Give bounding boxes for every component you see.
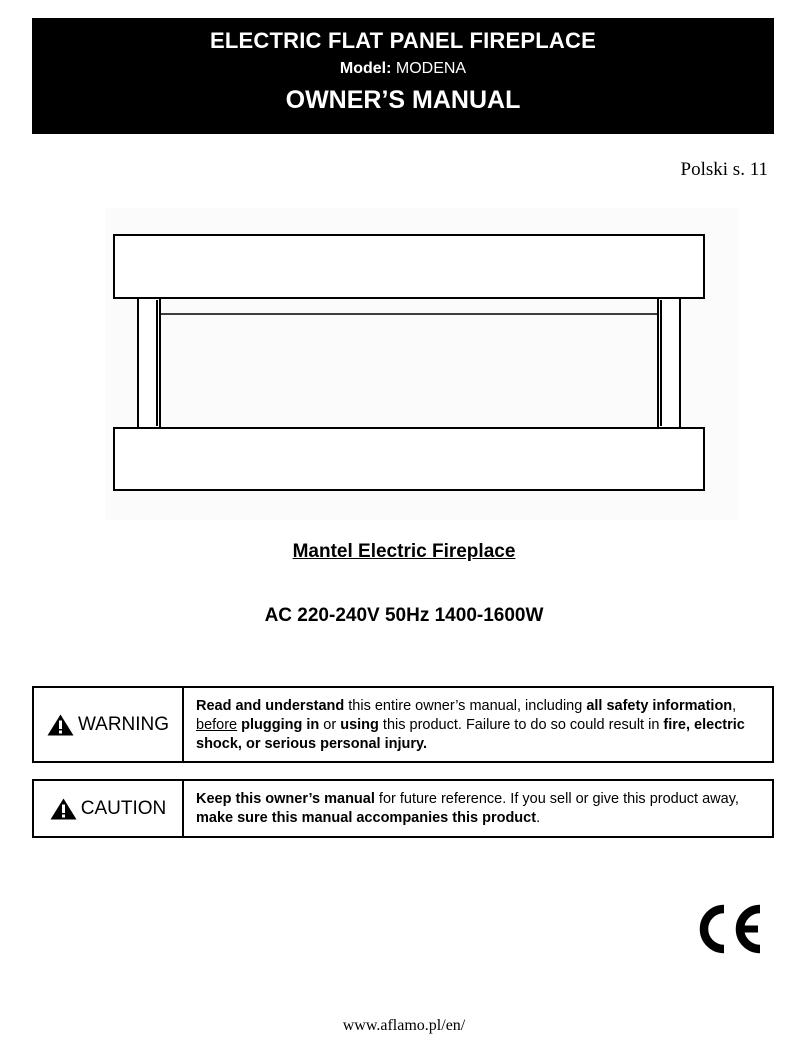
caution-label-cell — [34, 781, 184, 836]
warning-label: WARNING — [77, 713, 170, 735]
caution-text: Keep this owner’s manual for future reference. If you sell or give this product away, make sure this manual accompanies this product. — [196, 791, 739, 826]
fireplace-illustration — [105, 208, 739, 520]
language-note: Polski s. 11 — [680, 159, 768, 180]
manual-title: OWNER’S MANUAL — [285, 86, 521, 114]
warning-label-cell — [34, 688, 184, 761]
warning-triangle-icon — [50, 798, 77, 820]
warning-triangle-icon — [47, 714, 74, 736]
warning-text: Read and understand this entire owner’s manual, including all safety information, before plugging in or using this product. Failure to do so could result in fire, electric shock, or serious personal injury. — [196, 698, 745, 752]
product-subtitle: Mantel Electric Fireplace — [292, 541, 516, 562]
model-line — [32, 60, 774, 78]
ce-mark-logo — [694, 903, 764, 955]
caution-label: CAUTION — [80, 797, 167, 819]
document-title: ELECTRIC FLAT PANEL FIREPLACE — [210, 28, 596, 53]
mantel-top-shelf — [114, 235, 704, 298]
power-rating: AC 220-240V 50Hz 1400-1600W — [264, 605, 544, 626]
warning-box — [32, 686, 774, 763]
caution-box — [32, 779, 774, 838]
mantel-base — [114, 428, 704, 490]
model-label: Model: — [339, 60, 392, 77]
header-banner — [32, 18, 774, 134]
footer-url: www.aflamo.pl/en/ — [342, 1017, 466, 1034]
model-name: MODENA — [395, 60, 467, 77]
